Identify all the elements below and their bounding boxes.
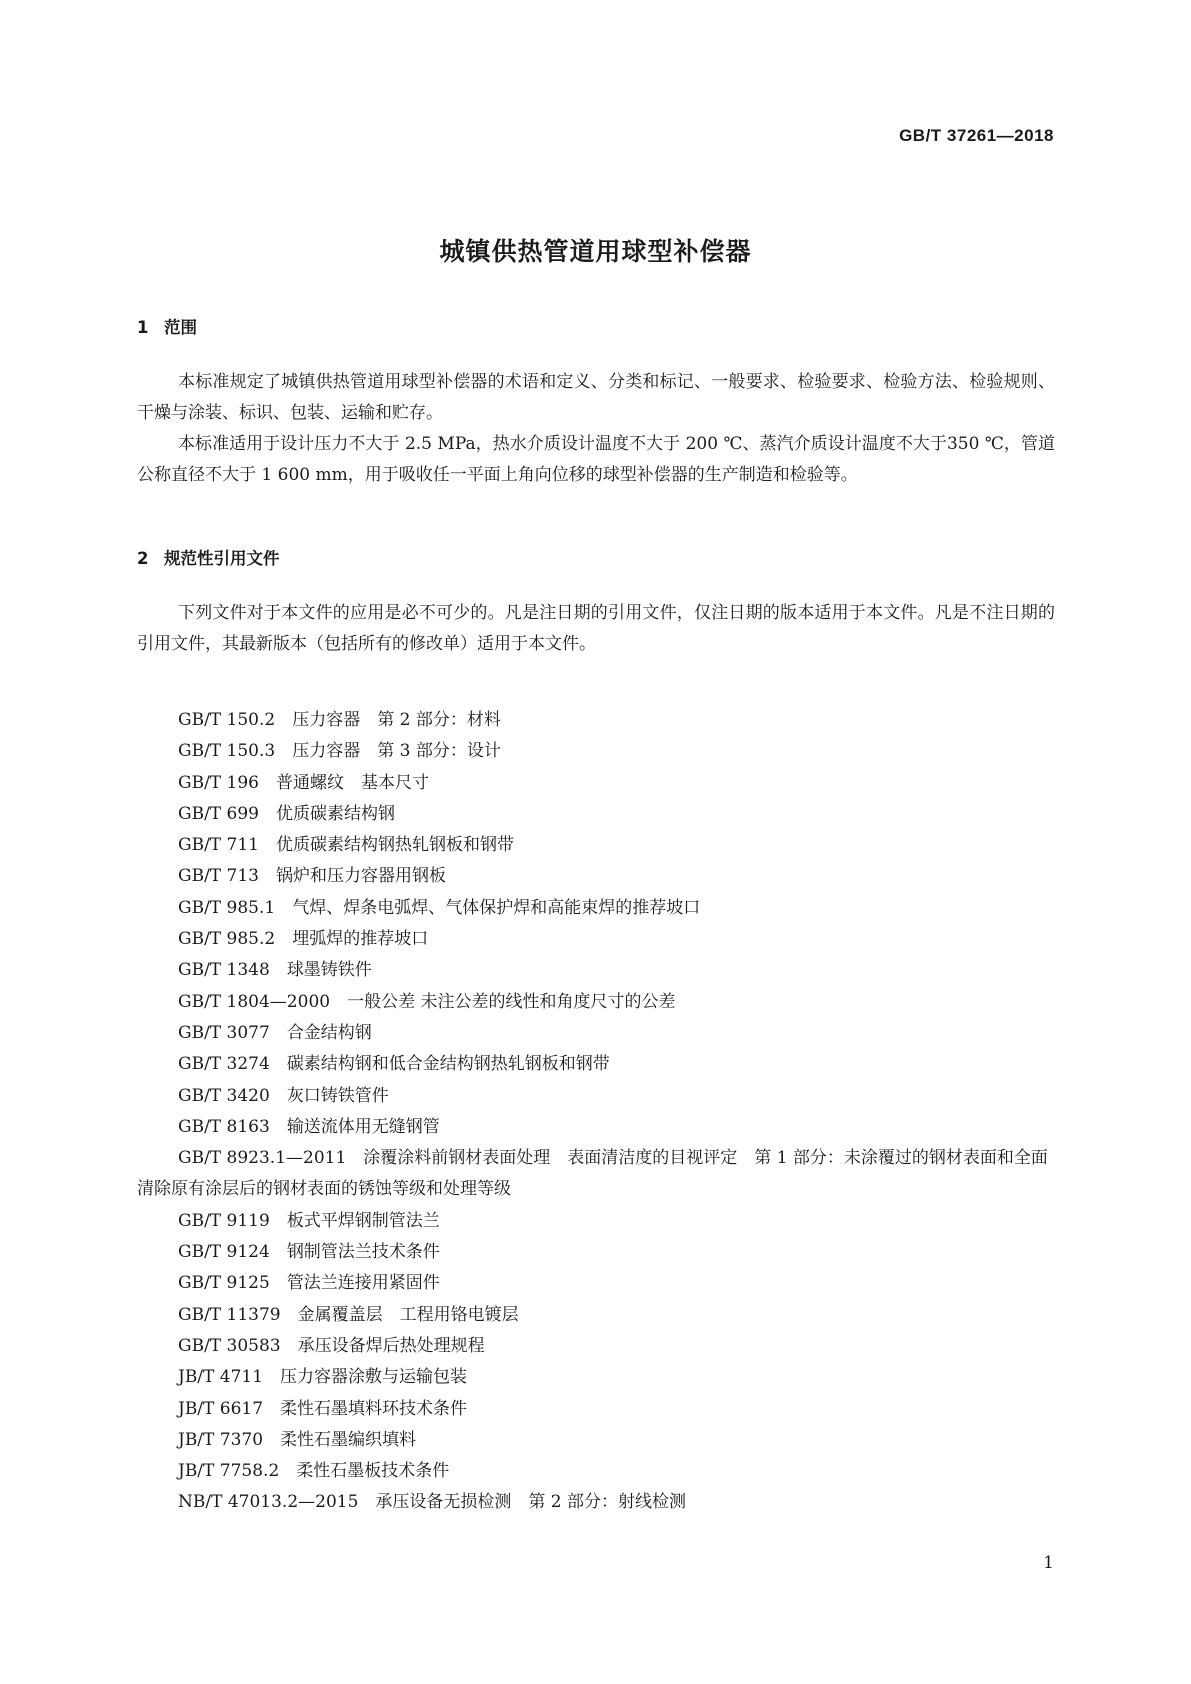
reference-code: GB/T 150.3 <box>178 741 276 762</box>
reference-item <box>137 987 1055 1018</box>
reference-title: 一般公差 未注公差的线性和角度尺寸的公差 <box>347 991 676 1012</box>
section-2-heading <box>137 545 280 569</box>
reference-code: JB/T 6617 <box>178 1398 264 1419</box>
reference-code: GB/T 985.1 <box>178 897 276 918</box>
reference-item <box>137 1394 1055 1425</box>
reference-item <box>137 1300 1055 1331</box>
reference-code: NB/T 47013.2—2015 <box>178 1492 359 1513</box>
reference-item <box>137 1425 1055 1456</box>
reference-item <box>137 736 1055 767</box>
reference-title: 承压设备无损检测 第 2 部分：射线检测 <box>375 1492 687 1513</box>
reference-code: GB/T 9119 <box>178 1210 270 1231</box>
reference-code: GB/T 30583 <box>178 1335 281 1356</box>
reference-title: 压力容器 第 2 部分：材料 <box>292 710 501 730</box>
reference-code: GB/T 985.2 <box>178 929 276 950</box>
reference-code: GB/T 9124 <box>178 1242 270 1263</box>
reference-title: 压力容器涂敷与运输包装 <box>280 1367 468 1388</box>
reference-item <box>137 1049 1055 1080</box>
reference-title: 承压设备焊后热处理规程 <box>297 1335 485 1356</box>
reference-code: GB/T 699 <box>178 803 259 824</box>
reference-code: GB/T 196 <box>178 772 259 793</box>
reference-item <box>137 799 1055 830</box>
reference-item <box>137 1018 1055 1049</box>
scope-paragraph-2: 本标准适用于设计压力不大于 2.5 MPa，热水介质设计温度不大于 200 ℃、蒸汽介质设计温度不大于350 ℃，管道公称直径不大于 1 600 mm，用于吸收任一平面上角向位移的球型补偿器的生产制造和检验等。 <box>137 434 1055 485</box>
reference-item <box>137 893 1055 924</box>
reference-code: GB/T 713 <box>178 866 259 887</box>
reference-item <box>137 1456 1055 1487</box>
section-2-number: 2 <box>137 549 149 568</box>
reference-title: 钢制管法兰技术条件 <box>286 1242 440 1263</box>
reference-title: 球墨铸铁件 <box>286 960 372 981</box>
reference-item <box>137 768 1055 799</box>
reference-code: GB/T 711 <box>178 835 259 856</box>
reference-item <box>137 830 1055 861</box>
reference-code: GB/T 1348 <box>178 960 270 981</box>
reference-item <box>137 955 1055 986</box>
reference-item <box>137 1081 1055 1112</box>
reference-item <box>137 861 1055 892</box>
reference-title: 埋弧焊的推荐坡口 <box>292 929 429 950</box>
section-1-title: 范围 <box>164 318 197 337</box>
reference-code: JB/T 7370 <box>178 1429 264 1450</box>
reference-item <box>137 924 1055 955</box>
reference-item <box>137 1487 1055 1518</box>
reference-title: 金属覆盖层 工程用铬电镀层 <box>297 1304 519 1325</box>
scope-paragraph-1: 本标准规定了城镇供热管道用球型补偿器的术语和定义、分类和标记、一般要求、检验要求、检验方法、检验规则、干燥与涂装、标识、包装、运输和贮存。 <box>137 372 1055 423</box>
reference-title: 优质碳素结构钢热轧钢板和钢带 <box>276 835 514 856</box>
reference-item <box>137 1206 1055 1237</box>
reference-code: GB/T 150.2 <box>178 710 276 730</box>
reference-title: 普通螺纹 基本尺寸 <box>276 772 429 793</box>
reference-code: GB/T 1804—2000 <box>178 991 331 1012</box>
reference-code: GB/T 9125 <box>178 1273 270 1294</box>
reference-title: 板式平焊钢制管法兰 <box>286 1210 440 1231</box>
reference-title: 压力容器 第 3 部分：设计 <box>292 741 501 762</box>
reference-item <box>137 705 1055 736</box>
reference-code: GB/T 3420 <box>178 1085 270 1106</box>
reference-title: 气焊、焊条电弧焊、气体保护焊和高能束焊的推荐坡口 <box>292 897 701 918</box>
section-2-title: 规范性引用文件 <box>164 549 280 568</box>
reference-item <box>137 1237 1055 1268</box>
reference-code: GB/T 11379 <box>178 1304 281 1325</box>
reference-title: 优质碳素结构钢 <box>276 803 395 824</box>
reference-title: 柔性石墨板技术条件 <box>296 1461 450 1482</box>
reference-list <box>137 705 1055 1519</box>
reference-title: 涂覆涂料前钢材表面处理 表面清洁度的目视评定 第 1 部分：未涂覆过的钢材表面和全面清除原有涂层后的钢材表面的锈蚀等级和处理等级 <box>137 1148 1048 1200</box>
reference-item <box>137 1143 1055 1206</box>
section-1-number: 1 <box>137 318 149 337</box>
reference-item <box>137 1362 1055 1393</box>
reference-title: 管法兰连接用紧固件 <box>286 1273 440 1294</box>
reference-title: 合金结构钢 <box>286 1022 372 1043</box>
reference-code: GB/T 8923.1—2011 <box>178 1148 347 1169</box>
reference-title: 柔性石墨编织填料 <box>280 1429 417 1450</box>
reference-item <box>137 1268 1055 1299</box>
reference-code: JB/T 7758.2 <box>178 1461 280 1482</box>
reference-code: GB/T 3274 <box>178 1054 270 1075</box>
reference-code: GB/T 8163 <box>178 1116 270 1137</box>
reference-title: 锅炉和压力容器用钢板 <box>276 866 446 887</box>
page-number: 1 <box>1043 1553 1054 1573</box>
reference-title: 柔性石墨填料环技术条件 <box>280 1398 468 1419</box>
standard-number: GB/T 37261—2018 <box>899 126 1054 145</box>
reference-code: JB/T 4711 <box>178 1367 264 1388</box>
reference-title: 灰口铸铁管件 <box>286 1085 389 1106</box>
document-title: 城镇供热管道用球型补偿器 <box>439 237 752 266</box>
section-1-heading <box>137 314 197 338</box>
reference-title: 碳素结构钢和低合金结构钢热轧钢板和钢带 <box>286 1054 610 1075</box>
references-intro: 下列文件对于本文件的应用是必不可少的。凡是注日期的引用文件，仅注日期的版本适用于本文件。凡是不注日期的引用文件，其最新版本（包括所有的修改单）适用于本文件。 <box>137 603 1055 654</box>
reference-item <box>137 1112 1055 1143</box>
reference-title: 输送流体用无缝钢管 <box>286 1116 440 1137</box>
reference-code: GB/T 3077 <box>178 1022 270 1043</box>
reference-item <box>137 1331 1055 1362</box>
